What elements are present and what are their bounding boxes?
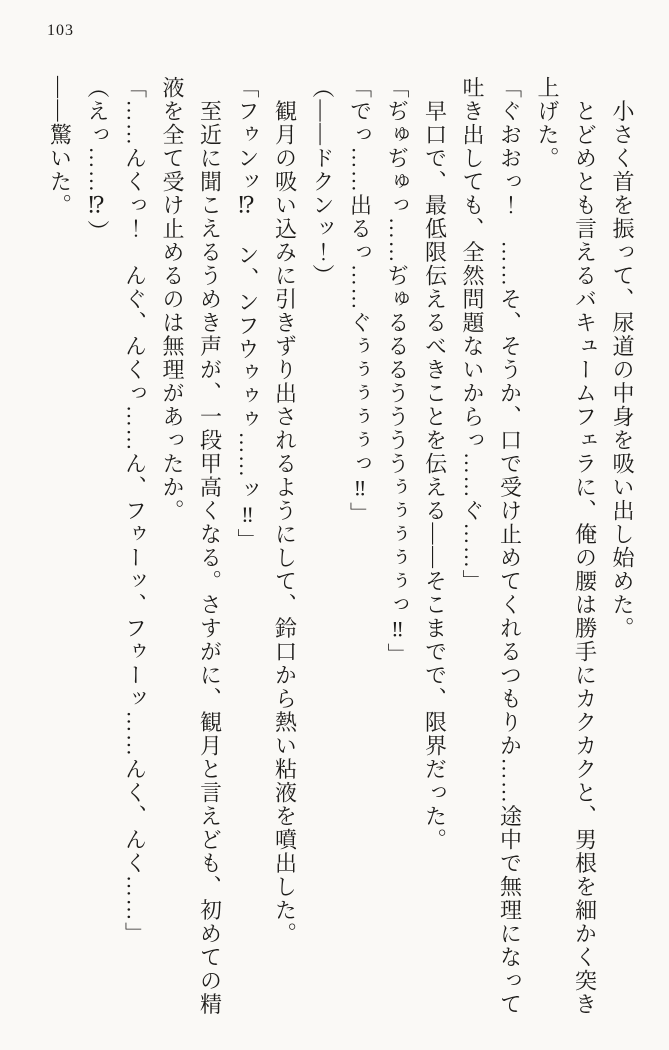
text-column: 「ぢゅぢゅっ……ぢゅるるるううううぅぅぅぅぅっ‼」 [385,76,410,667]
text-column: 吐き出しても、全然問題ないからっ……ぐ……」 [460,76,485,593]
text-column: 「……んくっ！ んぐ、んくっ……ん、フゥーッ、フゥーッ……んく、んく……」 [122,76,148,946]
text-column: 至近に聞こえるうめき声が、一段甲高くなる。さすがに、観月と言えども、初めての精 [197,76,223,1016]
text-column: 早口で、最低限伝えるべきことを伝える――そこまでで、限界だった。 [422,76,448,852]
text-column: 「でっ……出るっ……ぐぅぅぅぅぅっ‼」 [347,76,373,526]
text-column: 「フゥンッ⁉ ン、ンフウゥゥゥ……ッ‼」 [235,76,260,552]
text-column: 「ぐおおっ！ ……そ、そうか、口で受け止めてくれるつもりか……途中で無理になって [497,76,523,1016]
text-column: 上げた。 [535,76,560,170]
text-column: ――驚いた。 [47,76,73,217]
text-column: （――ドクンッ！） [310,76,335,288]
vertical-text-block [41,76,641,1016]
text-column: （えっ……⁉） [85,76,110,244]
text-column: 液を全て受け止めるのは無理があったか。 [160,76,185,523]
page-number: 103 [47,22,74,39]
text-column: 観月の吸い込みに引きずり出されるようにして、鈴口から熱い粘液を噴出した。 [272,76,298,946]
text-column: とどめとも言えるバキュームフェラに、俺の腰は勝手にカクカクと、男根を細かく突き [572,76,598,1016]
text-column: 小さく首を振って、尿道の中身を吸い出し始めた。 [610,76,635,640]
